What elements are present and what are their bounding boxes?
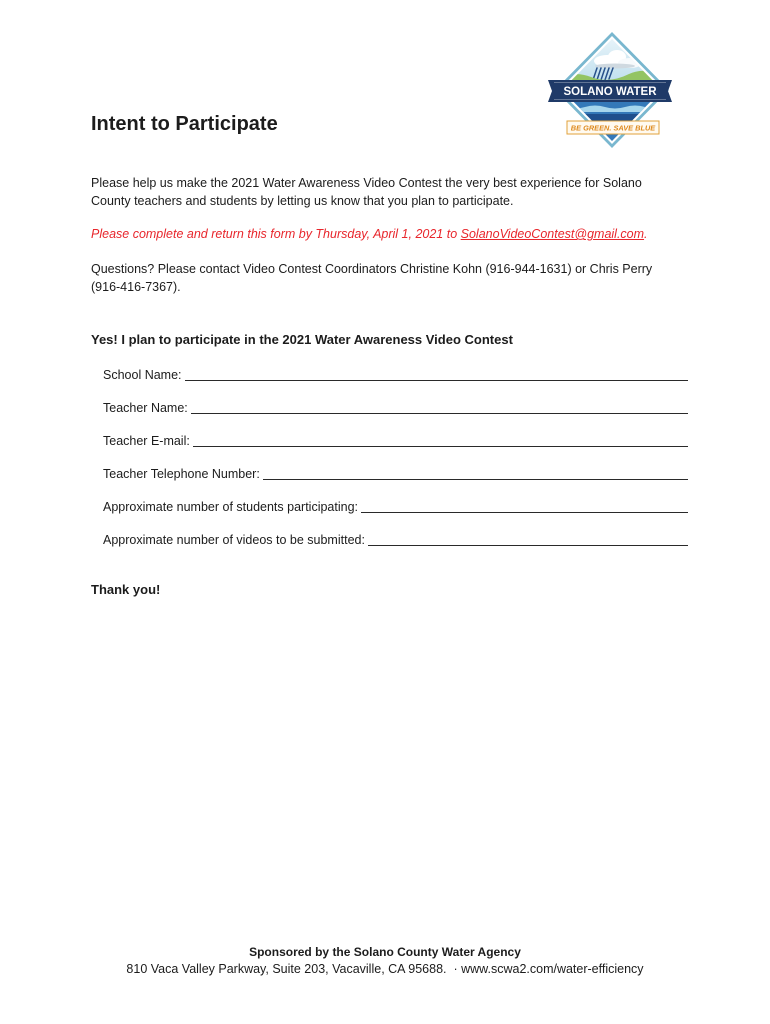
footer-sponsor: Sponsored by the Solano County Water Agency — [249, 945, 521, 959]
closing-thanks: Thank you! — [91, 582, 161, 597]
form-row-school-name — [103, 366, 688, 384]
student-count-field[interactable] — [361, 512, 688, 513]
questions-line: Questions? Please contact Video Contest Coordinators Christine Kohn (916-944-1631) or Chris Perry — [91, 262, 653, 276]
student-count-label: Approximate number of students participating: — [103, 500, 358, 514]
intro-line: County teachers and students by letting us know that you plan to participate. — [91, 194, 514, 208]
deadline-suffix: . — [644, 227, 648, 241]
questions-line: (916-416-7367). — [91, 280, 181, 294]
teacher-email-field[interactable] — [193, 446, 688, 447]
teacher-phone-label: Teacher Telephone Number: — [103, 467, 260, 481]
form-row-video-count — [103, 531, 688, 549]
intro-paragraph — [91, 174, 642, 210]
teacher-name-label: Teacher Name: — [103, 401, 188, 415]
teacher-phone-field[interactable] — [263, 479, 688, 480]
contest-email-link[interactable]: SolanoVideoContest@gmail.com — [460, 227, 645, 241]
deadline-text: Please complete and return this form by Thursday, April 1, 2021 to — [91, 227, 461, 241]
solano-water-logo — [545, 30, 675, 150]
logo-title: SOLANO WATER — [563, 86, 657, 99]
footer-address: 810 Vaca Valley Parkway, Suite 203, Vacaville, CA 95688. · www.scwa2.com/water-efficiency — [126, 962, 644, 976]
video-count-label: Approximate number of videos to be submitted: — [103, 533, 365, 547]
teacher-email-label: Teacher E-mail: — [103, 434, 190, 448]
form-row-teacher-name — [103, 399, 688, 417]
intro-line: Please help us make the 2021 Water Awareness Video Contest the very best experience for Solano — [91, 176, 642, 190]
deadline-notice — [91, 225, 648, 243]
form-row-teacher-phone — [103, 465, 688, 483]
logo-tagline: BE GREEN. SAVE BLUE — [570, 123, 656, 133]
form-row-student-count — [103, 498, 688, 516]
logo-title-banner — [548, 80, 672, 102]
teacher-name-field[interactable] — [191, 413, 688, 414]
school-name-label: School Name: — [103, 368, 182, 382]
participation-form — [103, 366, 688, 564]
questions-paragraph — [91, 260, 652, 296]
video-count-field[interactable] — [368, 545, 688, 546]
logo-tagline-ribbon — [567, 121, 659, 134]
form-heading: Yes! I plan to participate in the 2021 Water Awareness Video Contest — [91, 332, 513, 347]
school-name-field[interactable] — [185, 380, 688, 381]
page-title: Intent to Participate — [91, 113, 278, 135]
form-row-teacher-email — [103, 432, 688, 450]
